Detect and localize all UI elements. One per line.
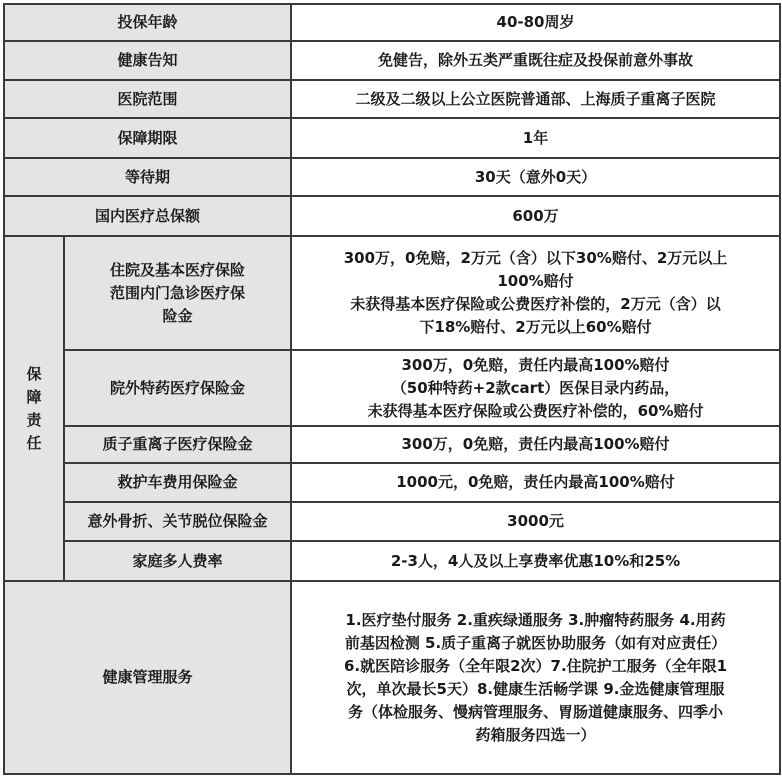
value-line: 300万，0免赔，责任内最高100%赔付 [401,355,670,374]
table-row-ambulance-benefit [4,463,780,502]
service-line: 药箱服务四选一） [475,725,596,744]
value-health-management [291,581,780,774]
coverage-group-char: 保 [26,364,42,383]
label-fracture-benefit [64,502,291,541]
coverage-group-label [4,236,64,581]
label-family-rate [64,541,291,581]
label-proton-heavy-ion-benefit [64,426,291,463]
value-proton-heavy-ion-benefit [291,426,780,463]
label-special-drug-benefit [64,350,291,426]
value-fracture-benefit [291,502,780,541]
label-hospital-scope: 医院范围 [4,80,291,118]
value-age: 40-80周岁 [291,4,780,41]
service-line: 务（体检服务、慢病管理服务、胃肠道健康服务、四季小 [348,702,724,721]
value-line: 3000元 [507,512,564,530]
value-line: 未获得基本医疗保险或公费医疗补偿的，60%赔付 [367,401,704,420]
table-row-proton-heavy-ion-benefit [4,426,780,463]
value-coverage-period: 1年 [291,118,780,158]
value-family-rate [291,541,780,581]
table-row-inpatient-benefit [4,236,780,350]
table-row-special-drug-benefit [4,350,780,426]
service-line: 1.医疗垫付服务 2.重疾绿通服务 3.肿瘤特药服务 4.用药 [345,610,726,629]
value-line: 300万，0免赔，责任内最高100%赔付 [401,435,670,453]
label-waiting-period: 等待期 [4,158,291,196]
value-line: 100%赔付 [497,272,574,290]
coverage-group-char: 任 [26,433,42,452]
service-line: 6.就医陪诊服务（全年限2次）7.住院护工服务（全年限1 [343,656,728,675]
value-line: 300万，0免赔，2万元（含）以下30%赔付、2万元以上 [343,249,728,267]
table-row-age [4,4,780,41]
value-line: 未获得基本医疗保险或公费医疗补偿的，2万元（含）以 [350,295,721,313]
value-ambulance-benefit [291,463,780,502]
table-row-health-management [4,581,780,774]
label-line: 意外骨折、关节脱位保险金 [87,512,268,530]
value-total-sum-insured: 600万 [291,196,780,236]
value-hospital-scope: 二级及二级以上公立医院普通部、上海质子重离子医院 [291,80,780,118]
insurance-plan-table [3,3,781,775]
label-total-sum-insured: 国内医疗总保额 [4,196,291,236]
table-row-fracture-benefit [4,502,780,541]
label-line: 险金 [162,306,193,325]
coverage-group-char: 障 [26,387,42,406]
value-inpatient-benefit [291,236,780,350]
table-row-family-rate [4,541,780,581]
label-health-notice: 健康告知 [4,41,291,80]
label-line: 质子重离子医疗保险金 [102,435,253,453]
table-row-health-notice [4,41,780,80]
service-line: 前基因检测 5.质子重离子就医协助服务（如有对应责任） [344,633,727,652]
table-row-coverage-period [4,118,780,158]
table-row-waiting-period [4,158,780,196]
table-row-total-sum-insured [4,196,780,236]
label-line: 住院及基本医疗保险 [110,260,246,279]
value-line: 2-3人，4人及以上享费率优惠10%和25% [390,551,681,570]
value-line: 1000元，0免赔，责任内最高100%赔付 [396,473,675,491]
service-line: 次，单次最长5天）8.健康生活畅学课 9.金选健康管理服 [346,679,725,698]
label-line: 家庭多人费率 [132,551,223,570]
coverage-group-char: 责 [26,410,42,429]
label-line: 救护车费用保险金 [117,473,238,491]
value-waiting-period: 30天（意外0天） [291,158,780,196]
label-inpatient-benefit [64,236,291,350]
value-line: （50种特药+2款cart）医保目录内药品， [391,378,680,397]
label-coverage-period: 保障期限 [4,118,291,158]
label-ambulance-benefit [64,463,291,502]
label-age: 投保年龄 [4,4,291,41]
table-row-hospital-scope [4,80,780,118]
label-line: 院外特药医疗保险金 [110,378,246,397]
value-health-notice: 免健告，除外五类严重既往症及投保前意外事故 [291,41,780,80]
label-line: 范围内门急诊医疗保 [110,283,246,302]
value-special-drug-benefit [291,350,780,426]
value-line: 下18%赔付、2万元以上60%赔付 [419,318,652,336]
label-health-management: 健康管理服务 [4,581,291,774]
